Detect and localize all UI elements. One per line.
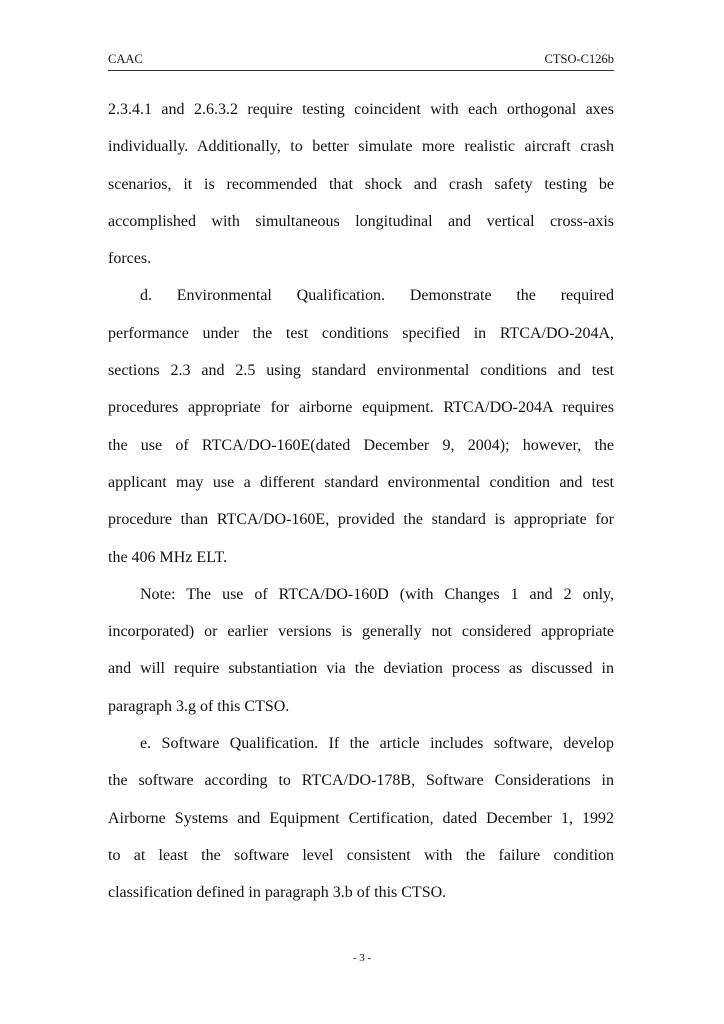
text-line: the 406 MHz ELT. [108,548,228,566]
text-line: procedure than RTCA/DO-160E, provided the standard is appropriate for [108,511,614,529]
text-line: paragraph 3.g of this CTSO. [108,697,290,715]
text-line: performance under the test conditions specified in RTCA/DO-204A, [108,324,614,342]
document-body [108,91,614,912]
text-line: Note: The use of RTCA/DO-160D (with Changes 1 and 2 only, [140,585,614,603]
text-line: incorporated) or earlier versions is generally not considered appropriate [108,623,614,641]
text-line: Airborne Systems and Equipment Certification, dated December 1, 1992 [108,809,614,827]
text-line: scenarios, it is recommended that shock and crash safety testing be [108,175,614,193]
page-header [108,52,614,71]
text-line: procedures appropriate for airborne equipment. RTCA/DO-204A requires [108,399,614,417]
text-line: forces. [108,250,152,268]
text-line: 2.3.4.1 and 2.6.3.2 require testing coincident with each orthogonal axes [108,101,614,118]
text-line: e. Software Qualification. If the article includes software, develop [140,735,614,753]
text-line: classification defined in paragraph 3.b of this CTSO. [108,884,447,902]
text-line: d. Environmental Qualification. Demonstrate the required [140,287,614,305]
text-line: applicant may use a different standard environmental condition and test [108,473,614,491]
text-line: the software according to RTCA/DO-178B, Software Considerations in [108,772,614,790]
text-line: individually. Additionally, to better simulate more realistic aircraft crash [108,138,614,156]
header-doc-id: CTSO-C126b [544,52,614,66]
page-number: - 3 - [352,952,372,964]
text-line: the use of RTCA/DO-160E(dated December 9, 2004); however, the [108,436,614,454]
text-line: to at least the software level consistent with the failure condition [108,846,614,864]
text-line: accomplished with simultaneous longitudinal and vertical cross-axis [108,212,614,230]
header-org: CAAC [108,52,143,66]
text-line: and will require substantiation via the deviation process as discussed in [108,660,614,678]
text-line: sections 2.3 and 2.5 using standard environmental conditions and test [108,362,614,380]
